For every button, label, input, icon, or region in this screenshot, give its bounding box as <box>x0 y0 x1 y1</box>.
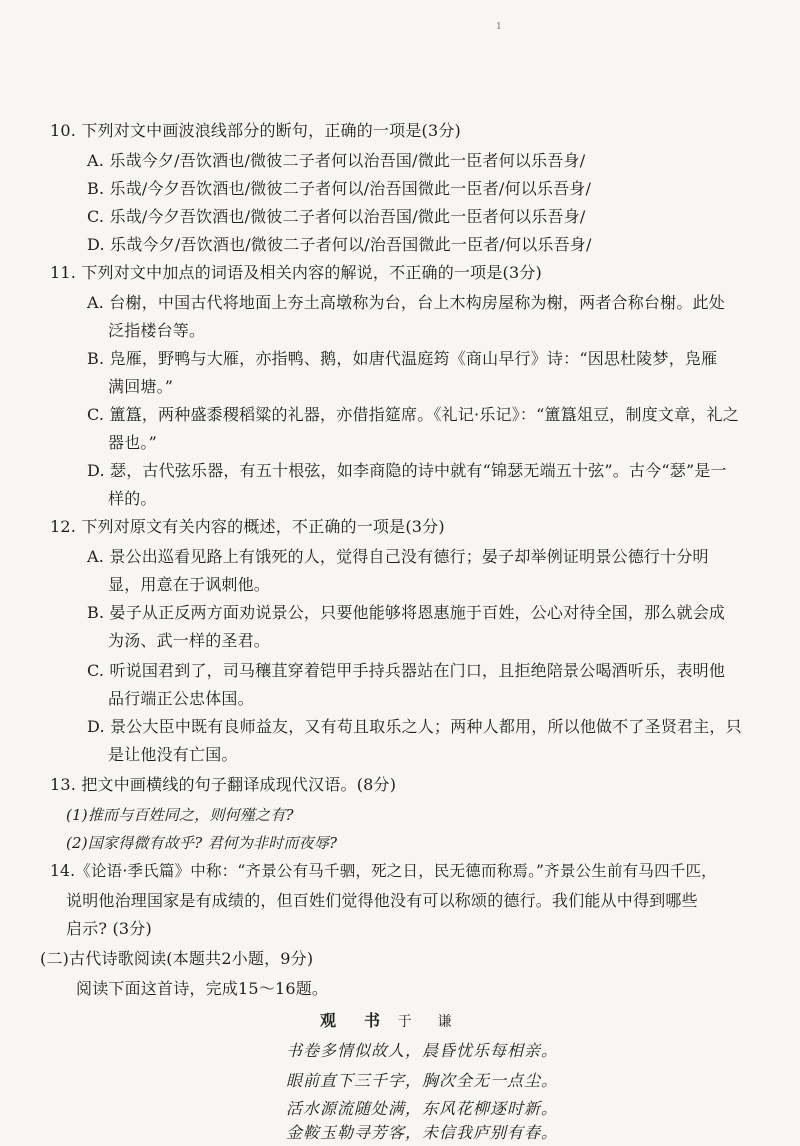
poem-line-4: 金鞍玉勒寻芳客，未信我庐别有春。 <box>286 1123 559 1142</box>
q11-option-b-cont: 满回塘。” <box>108 377 174 396</box>
poem-line-1: 书卷多情似故人，晨昏忧乐每相亲。 <box>286 1041 559 1060</box>
q10-option-b: B. 乐哉/今夕吾饮酒也/微彼二子者何以/治吾国微此一臣者/何以乐吾身/ <box>87 179 592 198</box>
section-intro: 阅读下面这首诗，完成15～16题。 <box>76 979 329 998</box>
q13-sentence-2: (2)国家得微有故乎? 君何为非时而夜辱? <box>66 834 338 852</box>
poem-title-line <box>320 1008 458 1035</box>
q12-option-a-cont: 显，用意在于讽刺他。 <box>108 575 271 594</box>
q11-option-a: A. 台榭，中国古代将地面上夯土高墩称为台，台上木构房屋称为榭，两者合称台榭。此处 <box>87 293 725 312</box>
section-heading: (二)古代诗歌阅读(本题共2小题，9分) <box>40 949 314 968</box>
q11-stem: 11. 下列对文中加点的词语及相关内容的解说，不正确的一项是(3分) <box>50 263 542 282</box>
q12-option-a: A. 景公出巡看见路上有饿死的人，觉得自己没有德行；晏子却举例证明景公德行十分明 <box>87 547 709 566</box>
q12-option-d: D. 景公大臣中既有良师益友，又有苟且取乐之人；两种人都用，所以他做不了圣贤君主，只 <box>87 717 742 736</box>
q14-line-1: 14.《论语·季氏篇》中称：“齐景公有马千驷，死之日，民无德而称焉。”齐景公生前有马四千匹， <box>50 862 717 880</box>
poem-author: 于 谦 <box>397 1014 458 1030</box>
q14-line-2: 说明他治理国家是有成绩的，但百姓们觉得他没有可以称颂的德行。我们能从中得到哪些 <box>66 891 698 910</box>
q10-option-d: D. 乐哉今夕/吾饮酒也/微彼二子者何以/治吾国微此一臣者/何以乐吾身/ <box>87 235 592 254</box>
q11-option-a-cont: 泛指楼台等。 <box>108 321 206 340</box>
poem-line-2: 眼前直下三千字，胸次全无一点尘。 <box>286 1071 559 1090</box>
q12-option-c-cont: 品行端正公忠体国。 <box>108 689 254 708</box>
q14-line-3: 启示? (3分) <box>66 919 152 938</box>
q13-stem: 13. 把文中画横线的句子翻译成现代汉语。(8分) <box>50 775 397 794</box>
q11-option-c-cont: 器也。” <box>108 433 157 452</box>
q11-option-d-cont: 样的。 <box>108 489 157 508</box>
q11-option-d: D. 瑟，古代弦乐器，有五十根弦，如李商隐的诗中就有“锦瑟无端五十弦”。古今“瑟”是一 <box>87 461 727 480</box>
q12-option-d-cont: 是让他没有亡国。 <box>108 745 238 764</box>
q10-option-a: A. 乐哉今夕/吾饮酒也/微彼二子者何以治吾国/微此一臣者何以乐吾身/ <box>87 151 586 170</box>
q13-sentence-1: (1)推而与百姓同之，则何殣之有? <box>66 806 294 824</box>
q12-option-c: C. 听说国君到了，司马穰苴穿着铠甲手持兵器站在门口，且拒绝陪景公喝酒听乐，表明他 <box>87 661 726 680</box>
poem-title: 观 书 <box>320 1011 387 1030</box>
q12-stem: 12. 下列对原文有关内容的概述，不正确的一项是(3分) <box>50 517 445 536</box>
q10-option-c: C. 乐哉/今夕吾饮酒也/微彼二子者何以治吾国/微此一臣者何以乐吾身/ <box>87 207 586 226</box>
poem-line-3: 活水源流随处满，东风花柳逐时新。 <box>286 1099 559 1118</box>
q12-option-b-cont: 为汤、武一样的圣君。 <box>108 631 271 650</box>
q11-option-c: C. 簠簋，两种盛黍稷稻粱的礼器，亦借指筵席。《礼记·乐记》：“簠簋俎豆，制度文章，礼之 <box>87 405 739 424</box>
page-mark: 1 <box>496 22 502 32</box>
q12-option-b: B. 晏子从正反两方面劝说景公，只要他能够将恩惠施于百姓，公心对待全国，那么就会成 <box>87 603 726 622</box>
q10-stem: 10. 下列对文中画波浪线部分的断句，正确的一项是(3分) <box>50 121 461 140</box>
q11-option-b: B. 凫雁，野鸭与大雁，亦指鸭、鹅，如唐代温庭筠《商山早行》诗：“因思杜陵梦，凫雁 <box>87 349 718 368</box>
